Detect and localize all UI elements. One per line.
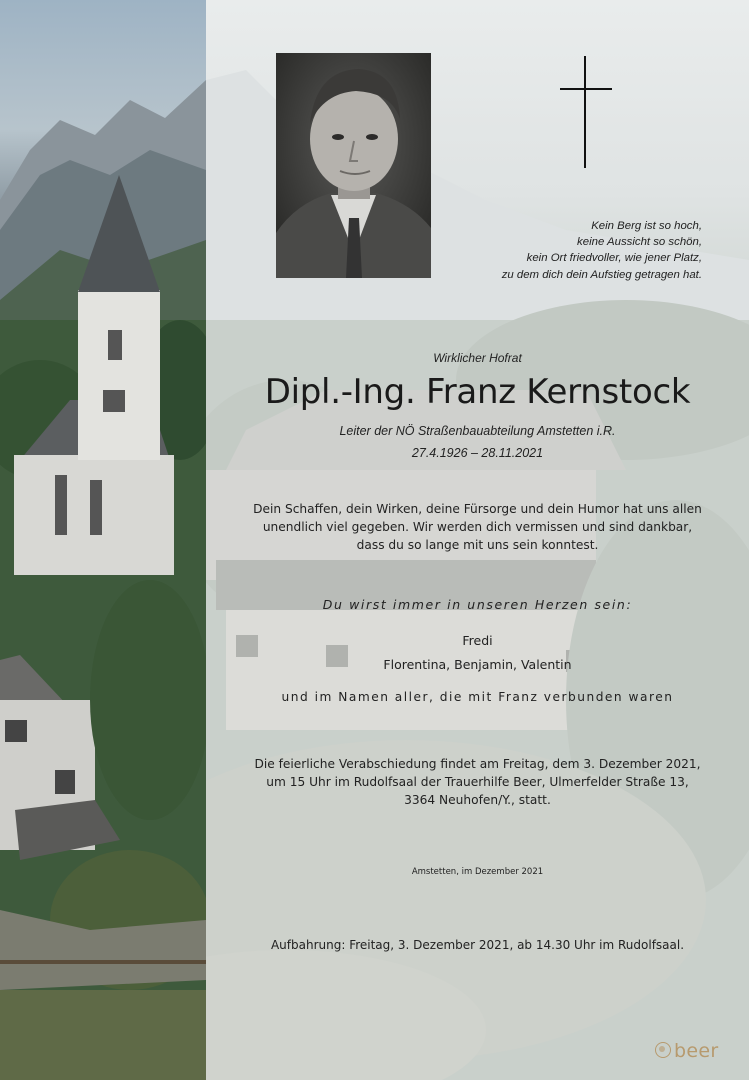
family-line-1: Fredi xyxy=(462,633,493,648)
poem-line: zu dem dich dein Aufstieg getragen hat. xyxy=(501,268,702,281)
beer-logo xyxy=(655,1040,718,1062)
viewing-info: Aufbahrung: Freitag, 3. Dezember 2021, ab 14.30 Uhr im Rudolfsaal. xyxy=(270,938,685,952)
all-names-line: und im Namen aller, die mit Franz verbunden waren xyxy=(281,690,674,704)
poem xyxy=(440,218,702,283)
deceased-name: Dipl.-Ing. Franz Kernstock xyxy=(264,372,691,412)
family-line-2: Florentina, Benjamin, Valentin xyxy=(383,657,572,672)
brand-name: beer xyxy=(674,1040,719,1062)
message-line: Dein Schaffen, dein Wirken, deine Fürsorge und dein Humor hat uns allen xyxy=(253,502,702,516)
motto: Du wirst immer in unseren Herzen sein: xyxy=(322,597,633,612)
poem-line: Kein Berg ist so hoch, xyxy=(591,220,702,232)
honorary-title: Wirklicher Hofrat xyxy=(433,351,522,365)
ceremony-line: Die feierliche Verabschiedung findet am Freitag, dem 3. Dezember 2021, xyxy=(254,757,701,771)
life-dates: 27.4.1926 – 28.11.2021 xyxy=(411,446,544,460)
deceased-role: Leiter der NÖ Straßenbauabteilung Amstetten i.R. xyxy=(339,424,616,438)
poem-line: kein Ort friedvoller, wie jener Platz, xyxy=(526,252,702,265)
place-date: Amstetten, im Dezember 2021 xyxy=(411,867,544,877)
message-line: unendlich viel gegeben. Wir werden dich vermissen und sind dankbar, xyxy=(262,520,693,534)
ceremony-line: 3364 Neuhofen/Y., statt. xyxy=(404,793,551,807)
church-landscape-image xyxy=(0,0,206,1080)
poem-line: keine Aussicht so schön, xyxy=(577,236,702,249)
church-photo xyxy=(0,0,206,1080)
farewell-message xyxy=(206,500,749,554)
ceremony-info xyxy=(206,755,749,809)
message-line: dass du so lange mit uns sein konntest. xyxy=(356,538,599,552)
portrait-photo xyxy=(276,53,431,278)
cross-icon xyxy=(560,56,612,168)
ceremony-line: um 15 Uhr im Rudolfsaal der Trauerhilfe Beer, Ulmerfelder Straße 13, xyxy=(266,775,689,789)
beer-logo-icon xyxy=(655,1042,671,1058)
